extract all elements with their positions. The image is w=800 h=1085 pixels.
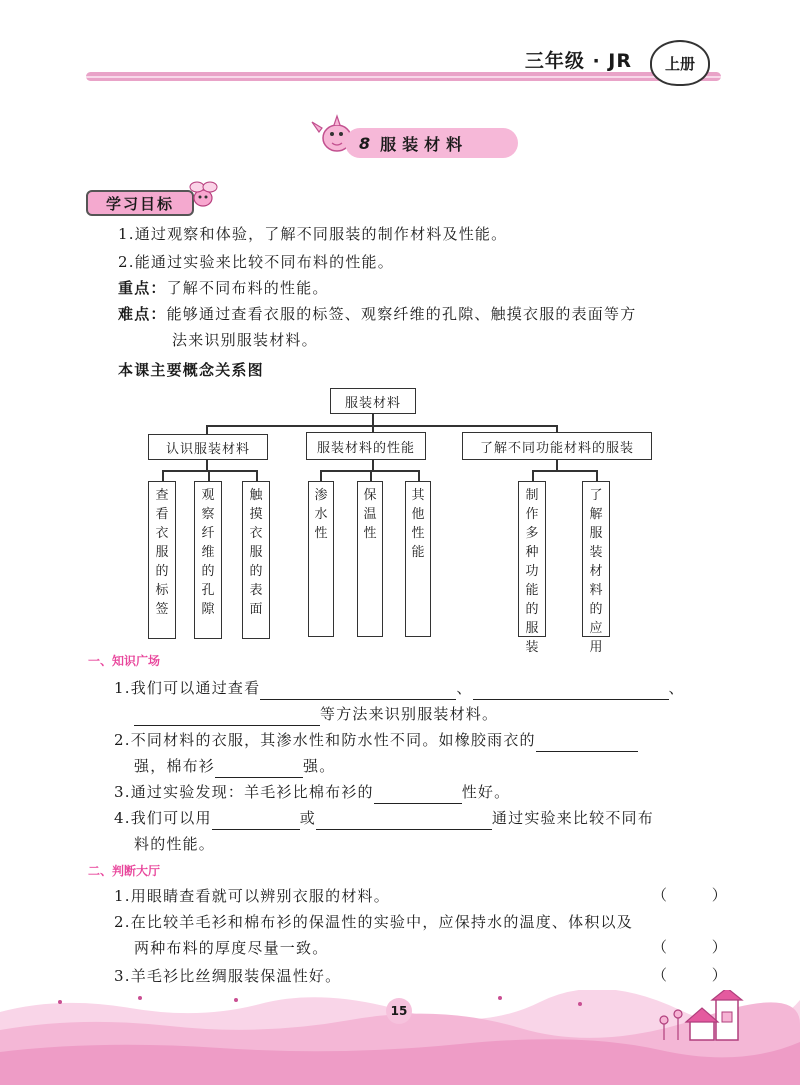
goal-item-2: 2.能通过实验来比较不同布料的性能。 bbox=[118, 253, 394, 271]
judge-question-2-cont: 两种布料的厚度尽量一致。 bbox=[134, 939, 329, 957]
question-2-cont bbox=[134, 754, 335, 778]
grade-label: 三年级 · JR bbox=[524, 50, 632, 72]
difficulty-label: 难点： bbox=[118, 305, 167, 323]
branch-recognize: 认识服装材料 bbox=[148, 434, 268, 460]
branch-properties: 服装材料的性能 bbox=[306, 432, 426, 460]
volume-badge: 上册 bbox=[650, 40, 710, 86]
lesson-title bbox=[345, 128, 518, 158]
leaf-check-label bbox=[148, 481, 176, 639]
answer-blank[interactable] bbox=[374, 786, 462, 804]
header-rule-highlight bbox=[86, 76, 721, 78]
house-icon bbox=[686, 1008, 718, 1040]
leaf-text: 观察纤维的孔隙 bbox=[201, 488, 215, 617]
goals-heading: 学习目标 bbox=[86, 190, 194, 216]
leaf-text: 了解服装材料的应用 bbox=[589, 488, 603, 655]
leaf-touch-surface bbox=[242, 481, 270, 639]
key-point-label: 重点： bbox=[118, 279, 167, 297]
leaf-material-application bbox=[582, 481, 610, 655]
key-point bbox=[118, 276, 329, 300]
question-2-text-b: 强，棉布衫 bbox=[134, 757, 216, 775]
leaf-text: 制作多种功能的服装 bbox=[525, 488, 539, 655]
answer-blank[interactable] bbox=[215, 760, 303, 778]
question-3-text-b: 性好。 bbox=[461, 783, 511, 801]
difficulty-text-2: 法来识别服装材料。 bbox=[172, 331, 318, 349]
leaf-observe-fiber bbox=[194, 481, 222, 639]
concept-root: 服装材料 bbox=[330, 388, 416, 414]
concept-map-heading: 本课主要概念关系图 bbox=[118, 361, 264, 379]
answer-blank[interactable] bbox=[212, 812, 300, 830]
leaf-text: 查看衣服的标签 bbox=[155, 488, 169, 617]
question-3 bbox=[114, 780, 510, 804]
question-4-text: 4.我们可以用 bbox=[114, 809, 212, 827]
leaf-text: 保温性 bbox=[363, 488, 377, 541]
leaf-water-permeability bbox=[308, 481, 334, 637]
question-3-text: 3.通过实验发现：羊毛衫比棉布衫的 bbox=[114, 783, 374, 801]
bee-mascot-icon bbox=[186, 178, 220, 212]
key-point-text: 了解不同布料的性能。 bbox=[166, 279, 329, 297]
leaf-text: 其他性能 bbox=[411, 488, 425, 560]
difficulty-point bbox=[118, 302, 636, 326]
lesson-number: 8 bbox=[359, 133, 371, 153]
lesson-title-text: 服装材料 bbox=[380, 134, 469, 154]
question-2-text: 2.不同材料的衣服，其渗水性和防水性不同。如橡胶雨衣的 bbox=[114, 731, 536, 749]
judge-answer-2[interactable]: （ ） bbox=[652, 938, 747, 956]
answer-blank[interactable] bbox=[134, 708, 320, 726]
difficulty-text-1: 能够通过查看衣服的标签、观察纤维的孔隙、触摸衣服的表面等方 bbox=[166, 305, 637, 323]
judge-question-1: 1.用眼睛查看就可以辨别衣服的材料。 bbox=[114, 887, 390, 905]
judge-answer-3[interactable]: （ ） bbox=[652, 966, 747, 984]
section-knowledge-title: 一、知识广场 bbox=[88, 654, 161, 668]
question-4-text-b: 或 bbox=[299, 809, 316, 827]
goal-item-1: 1.通过观察和体验，了解不同服装的制作材料及性能。 bbox=[118, 225, 508, 243]
question-1-text: 1.我们可以通过查看 bbox=[114, 679, 261, 697]
leaf-other-properties bbox=[405, 481, 431, 637]
answer-blank[interactable] bbox=[260, 682, 456, 700]
question-1-cont bbox=[134, 702, 498, 726]
question-4 bbox=[114, 806, 654, 830]
answer-blank[interactable] bbox=[536, 734, 638, 752]
lighthouse-icon bbox=[712, 990, 742, 1040]
judge-question-3: 3.羊毛衫比丝绸服装保温性好。 bbox=[114, 967, 342, 985]
separator: 、 bbox=[668, 679, 685, 697]
question-2-text-c: 强。 bbox=[303, 757, 336, 775]
judge-question-2: 2.在比较羊毛衫和棉布衫的保温性的实验中，应保持水的温度、体积以及 bbox=[114, 913, 633, 931]
connector bbox=[206, 425, 556, 427]
question-4-cont: 料的性能。 bbox=[134, 835, 216, 853]
question-2 bbox=[114, 728, 638, 752]
leaf-make-clothing bbox=[518, 481, 546, 655]
leaf-warmth bbox=[357, 481, 383, 637]
question-4-text-c: 通过实验来比较不同布 bbox=[491, 809, 654, 827]
connector bbox=[206, 425, 208, 434]
question-1-text-b: 等方法来识别服装材料。 bbox=[320, 705, 499, 723]
separator: 、 bbox=[456, 679, 473, 697]
branch-functional: 了解不同功能材料的服装 bbox=[462, 432, 652, 460]
answer-blank[interactable] bbox=[473, 682, 669, 700]
answer-blank[interactable] bbox=[316, 812, 492, 830]
page-number: 15 bbox=[386, 998, 412, 1024]
leaf-text: 触摸衣服的表面 bbox=[249, 488, 263, 617]
question-1 bbox=[114, 676, 685, 700]
connector bbox=[532, 470, 597, 472]
judge-answer-1[interactable]: （ ） bbox=[652, 886, 747, 904]
section-judge-title: 二、判断大厅 bbox=[88, 864, 161, 878]
leaf-text: 渗水性 bbox=[314, 488, 328, 541]
